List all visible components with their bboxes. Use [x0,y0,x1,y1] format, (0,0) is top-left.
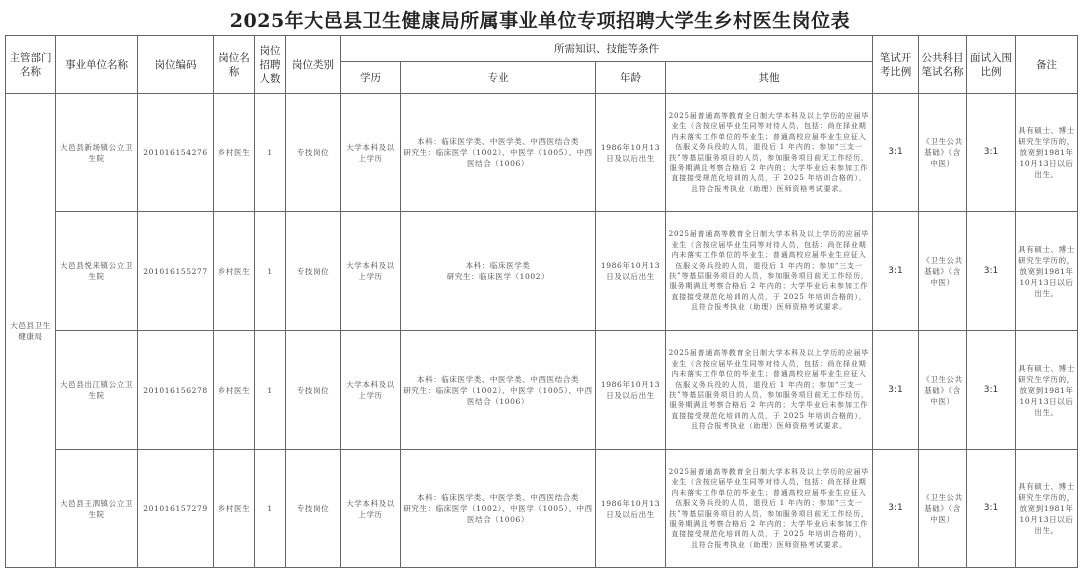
category-cell: 专技岗位 [286,450,341,568]
major-cell [401,450,596,568]
header-interview-ratio: 面试入围比例 [967,36,1016,94]
age-cell: 1986年10月13日及以后出生 [596,450,666,568]
age-cell: 1986年10月13日及以后出生 [596,94,666,212]
header-remarks: 备注 [1016,36,1078,94]
age-cell: 1986年10月13日及以后出生 [596,331,666,450]
education-cell: 大学本科及以上学历 [341,331,401,450]
table-row [6,331,1078,450]
category-cell: 专技岗位 [286,212,341,331]
post-name-cell: 乡村医生 [214,450,255,568]
remarks-cell: 具有硕士、博士研究生学历的，放宽到1981年10月13日以后出生。 [1016,94,1078,212]
post-name-cell: 乡村医生 [214,212,255,331]
dept-name-cell: 大邑县卫生健康局 [6,94,56,568]
header-public-subject: 公共科目笔试名称 [919,36,967,94]
header-post-name: 岗位名称 [214,36,255,94]
interview-ratio-cell: 3:1 [967,94,1016,212]
major-postgrad: 研究生：临床医学（1002）、中医学（1005）、中西医结合（1006） [403,385,593,406]
header-code: 岗位编码 [138,36,214,94]
header-category: 岗位类别 [286,36,341,94]
header-age: 年龄 [596,62,666,94]
public-subject-cell: 《卫生公共基础》（含中医） [919,212,967,331]
code-cell: 201016156278 [138,331,214,450]
header-row-1 [6,36,1078,62]
count-cell: 1 [255,212,286,331]
header-count: 岗位招聘人数 [255,36,286,94]
category-cell: 专技岗位 [286,94,341,212]
table-row [6,94,1078,212]
age-cell: 1986年10月13日及以后出生 [596,212,666,331]
count-cell: 1 [255,450,286,568]
major-cell [401,212,596,331]
interview-ratio-cell: 3:1 [967,450,1016,568]
category-cell: 专技岗位 [286,331,341,450]
header-other: 其他 [666,62,873,94]
positions-table [5,35,1078,568]
post-name-cell: 乡村医生 [214,331,255,450]
written-ratio-cell: 3:1 [873,94,919,212]
major-undergrad: 本科：临床医学类、中医学类、中西医结合类 [417,137,579,146]
table-row [6,212,1078,331]
other-cell: 2025届普通高等教育全日制大学本科及以上学历的应届毕业生（含按应届毕业生同等对待人员，包括：尚在择业期内未落实工作单位的毕业生；普通高校应届毕业生应征入伍服义务兵役的人员，退役后 1 年内的；参加“三支一扶”等基层服务项目的人员，参加服务项目前无工作经历，服务期满且考察合格后 2 年内的；大学毕业后未参加工作直接接受规范化培训的人员，于 2025 年培训合格的），且符合报考执业（助理）医师资格考试要求。 [666,450,873,568]
other-cell: 2025届普通高等教育全日制大学本科及以上学历的应届毕业生（含按应届毕业生同等对待人员，包括：尚在择业期内未落实工作单位的毕业生；普通高校应届毕业生应征入伍服义务兵役的人员，退役后 1 年内的；参加“三支一扶”等基层服务项目的人员，参加服务项目前无工作经历，服务期满且考察合格后 2 年内的；大学毕业后未参加工作直接接受规范化培训的人员，于 2025 年培训合格的），且符合报考执业（助理）医师资格考试要求。 [666,212,873,331]
table-row [6,450,1078,568]
header-dept: 主管部门名称 [6,36,56,94]
other-cell: 2025届普通高等教育全日制大学本科及以上学历的应届毕业生（含按应届毕业生同等对待人员，包括：尚在择业期内未落实工作单位的毕业生；普通高校应届毕业生应征入伍服义务兵役的人员，退役后 1 年内的；参加“三支一扶”等基层服务项目的人员，参加服务项目前无工作经历，服务期满且考察合格后 2 年内的；大学毕业后未参加工作直接接受规范化培训的人员，于 2025 年培训合格的），且符合报考执业（助理）医师资格考试要求。 [666,94,873,212]
major-undergrad: 本科：临床医学类 [465,261,531,270]
header-conditions: 所需知识、技能等条件 [341,36,873,62]
header-major: 专业 [401,62,596,94]
unit-cell: 大邑县王泗镇公立卫生院 [56,450,138,568]
education-cell: 大学本科及以上学历 [341,94,401,212]
unit-cell: 大邑县悦来镇公立卫生院 [56,212,138,331]
post-name-cell: 乡村医生 [214,94,255,212]
count-cell: 1 [255,94,286,212]
education-cell: 大学本科及以上学历 [341,450,401,568]
major-undergrad: 本科：临床医学类、中医学类、中西医结合类 [417,493,579,502]
major-undergrad: 本科：临床医学类、中医学类、中西医结合类 [417,374,579,384]
unit-cell: 大邑县出江镇公立卫生院 [56,331,138,450]
major-cell [401,94,596,212]
remarks-cell: 具有硕士、博士研究生学历的，放宽到1981年10月13日以后出生。 [1016,212,1078,331]
header-unit: 事业单位名称 [56,36,138,94]
major-postgrad: 研究生：临床医学（1002）、中医学（1005）、中西医结合（1006） [403,148,593,168]
written-ratio-cell: 3:1 [873,331,919,450]
other-cell: 2025届普通高等教育全日制大学本科及以上学历的应届毕业生（含按应届毕业生同等对待人员，包括：尚在择业期内未落实工作单位的毕业生；普通高校应届毕业生应征入伍服义务兵役的人员，退役后 1 年内的；参加“三支一扶”等基层服务项目的人员，参加服务项目前无工作经历，服务期满且考察合格后 2 年内的；大学毕业后未参加工作直接接受规范化培训的人员，于 2025 年培训合格的），且符合报考执业（助理）医师资格考试要求。 [666,331,873,450]
public-subject-cell: 《卫生公共基础》（含中医） [919,94,967,212]
major-postgrad: 研究生：临床医学（1002）、中医学（1005）、中西医结合（1006） [403,504,593,524]
code-cell: 201016154276 [138,94,214,212]
public-subject-cell: 《卫生公共基础》（含中医） [919,331,967,450]
remarks-cell: 具有硕士、博士研究生学历的，放宽到1981年10月13日以后出生。 [1016,450,1078,568]
code-cell: 201016157279 [138,450,214,568]
code-cell: 201016155277 [138,212,214,331]
count-cell: 1 [255,331,286,450]
header-education: 学历 [341,62,401,94]
header-written-ratio: 笔试开考比例 [873,36,919,94]
written-ratio-cell: 3:1 [873,450,919,568]
interview-ratio-cell: 3:1 [967,212,1016,331]
written-ratio-cell: 3:1 [873,212,919,331]
education-cell: 大学本科及以上学历 [341,212,401,331]
page-title: 2025年大邑县卫生健康局所属事业单位专项招聘大学生乡村医生岗位表 [229,10,851,32]
major-postgrad: 研究生：临床医学（1002） [446,272,550,281]
remarks-cell: 具有硕士、博士研究生学历的，放宽到1981年10月13日以后出生。 [1016,331,1078,450]
public-subject-cell: 《卫生公共基础》（含中医） [919,450,967,568]
interview-ratio-cell: 3:1 [967,331,1016,450]
unit-cell: 大邑县新场镇公立卫生院 [56,94,138,212]
major-cell [401,331,596,450]
